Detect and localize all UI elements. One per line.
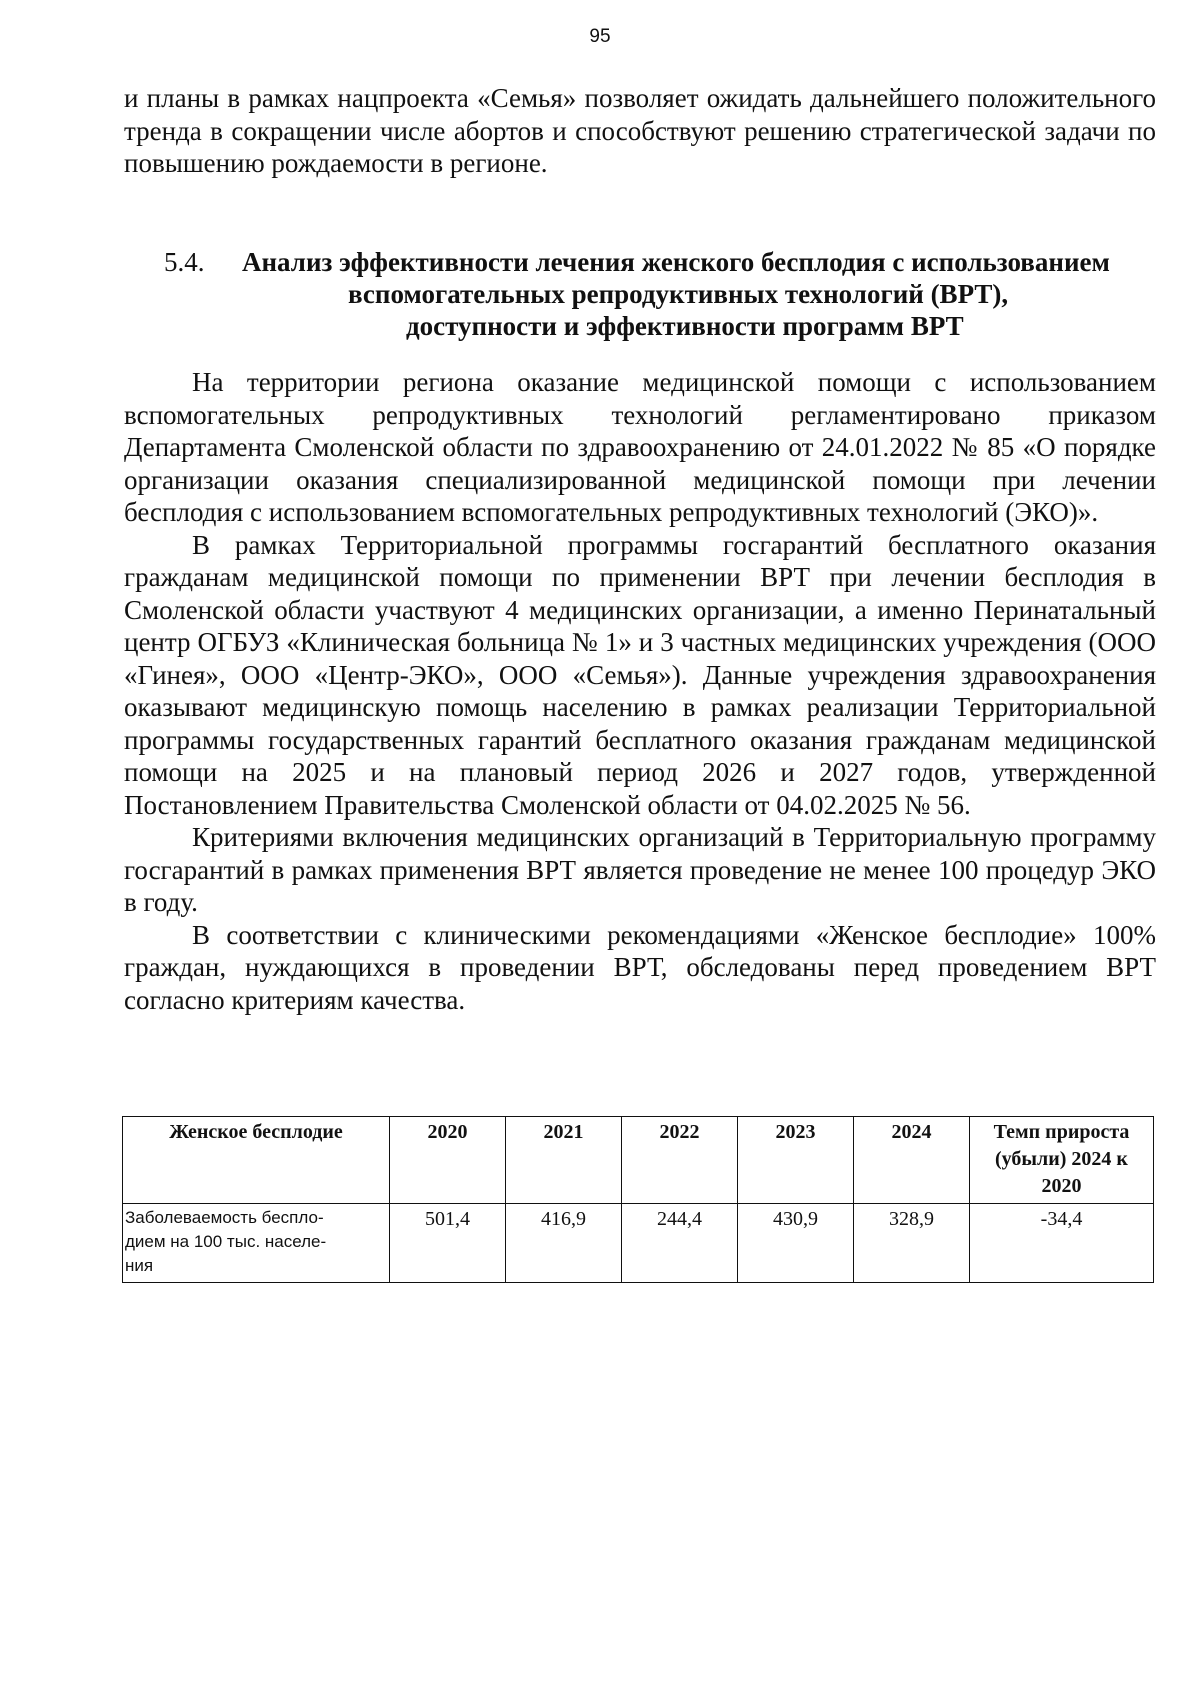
row-label-line-1: Заболеваемость беспло- — [125, 1208, 324, 1227]
header-2020: 2020 — [390, 1117, 506, 1204]
cell-growth: -34,4 — [970, 1204, 1154, 1283]
section-number: 5.4. — [164, 247, 205, 277]
header-label: Женское бесплодие — [123, 1117, 390, 1204]
paragraph-legal-basis: На территории региона оказание медицинской помощи с использованием вспомогательных репродуктивных технологий регламентировано приказом Департамента Смоленской области по здравоохранению от 24.01.2022 № 85 «О порядке организации оказания специализированной медицинской помощи при лечении бесплодия с использованием вспомогательных репродуктивных технологий (ЭКО)». — [124, 367, 1156, 527]
cell-2022: 244,4 — [622, 1204, 738, 1283]
cell-2023: 430,9 — [738, 1204, 854, 1283]
header-growth-line-2: (убыли) 2024 к — [995, 1148, 1128, 1170]
row-label-line-3: ния — [125, 1256, 154, 1275]
paragraph-organizations: В рамках Территориальной программы госгарантий бесплатного оказания гражданам медицинской помощи по применении ВРТ при лечении бесплодия в Смоленской области участвуют 4 медицинских организации, а именно Перинатальный центр ОГБУЗ «Клиническая больница № 1» и 3 частных медицинских учреждения (ООО «Гинея», ООО «Центр-ЭКО», ООО «Семья»). Данные учреждения здравоохранения оказывают медицинскую помощь населению в рамках реализации Территориальной программы государственных гарантий бесплатного оказания гражданам медицинской помощи на 2025 и на плановый период 2026 и 2027 годов, утвержденной Постановлением Правительства Смоленской области от 04.02.2025 № 56. — [124, 529, 1156, 820]
section-title-line-1: Анализ эффективности лечения женского бесплодия с использованием — [242, 247, 1110, 277]
paragraph-quality: В соответствии с клиническими рекомендациями «Женское бесплодие» 100% граждан, нуждающихся в проведении ВРТ, обследованы перед проведением ВРТ согласно критериям качества. — [124, 919, 1156, 1015]
row-label — [123, 1204, 390, 1283]
header-growth-line-3: 2020 — [1041, 1175, 1082, 1197]
cell-2021: 416,9 — [506, 1204, 622, 1283]
paragraph-criteria: Критериями включения медицинских организаций в Территориальную программу госгарантий в рамках применения ВРТ является проведение не менее 100 процедур ЭКО в году. — [124, 822, 1156, 917]
infertility-table — [122, 1116, 1154, 1283]
section-body — [124, 366, 1156, 1016]
header-growth-rate — [970, 1117, 1154, 1204]
page-number: 95 — [589, 26, 611, 47]
header-2021: 2021 — [506, 1117, 622, 1204]
section-title-line-3: доступности и эффективности программ ВРТ — [406, 311, 964, 341]
intro-paragraph-block — [124, 82, 1156, 180]
row-label-line-2: дием на 100 тыс. населе- — [125, 1232, 327, 1251]
cell-2024: 328,9 — [854, 1204, 970, 1283]
table-row — [123, 1204, 1154, 1283]
table-header-row — [123, 1117, 1154, 1204]
header-growth-line-1: Темп прироста — [993, 1121, 1130, 1143]
cell-2020: 501,4 — [390, 1204, 506, 1283]
section-title-line-2: вспомогательных репродуктивных технологий (ВРТ), — [348, 279, 1009, 309]
header-2024: 2024 — [854, 1117, 970, 1204]
intro-paragraph: и планы в рамках нацпроекта «Семья» позволяет ожидать дальнейшего положительного тренда в сокращении числе абортов и способствуют решению стратегической задачи по повышению рождаемости в регионе. — [124, 83, 1156, 178]
header-2023: 2023 — [738, 1117, 854, 1204]
header-2022: 2022 — [622, 1117, 738, 1204]
